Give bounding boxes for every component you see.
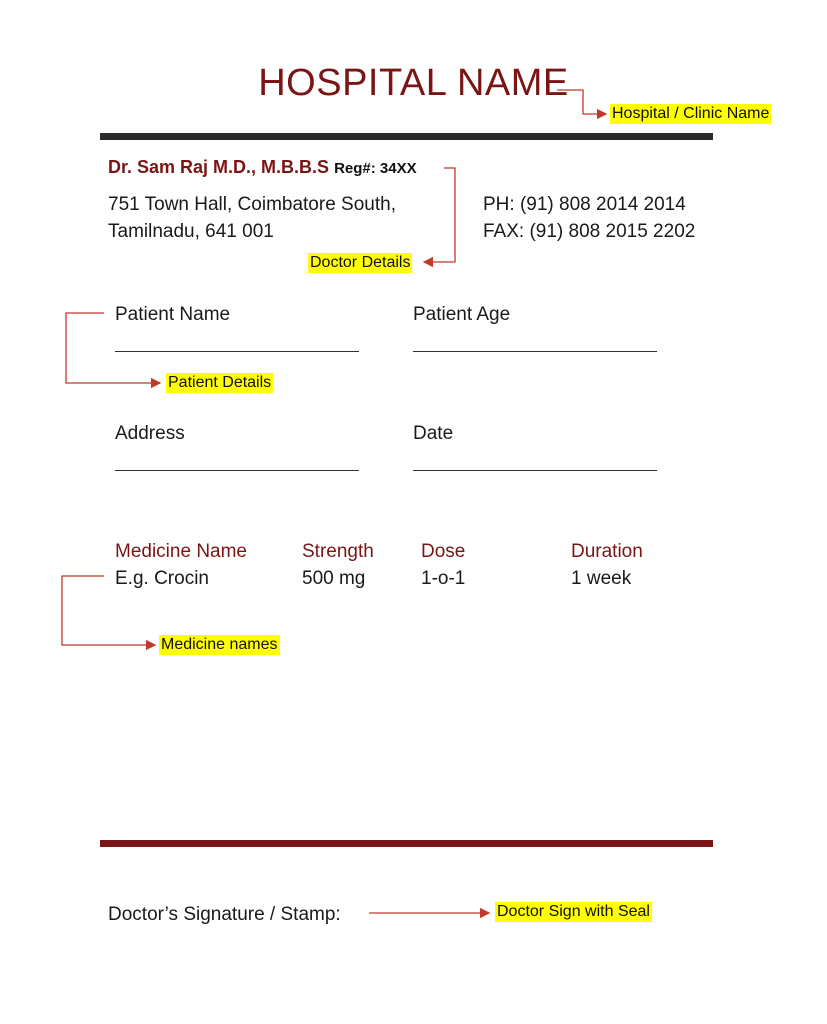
strength-cell: 500 mg <box>302 568 366 589</box>
patient-age-label: Patient Age <box>413 304 511 325</box>
address-label: Address <box>115 423 185 444</box>
duration-header: Duration <box>571 541 643 562</box>
dose-header: Dose <box>421 541 466 562</box>
dose-cell: 1-o-1 <box>421 568 466 589</box>
hospital-name-annotation: Hospital / Clinic Name <box>612 105 770 122</box>
doctor-annotation-arrow <box>424 168 455 262</box>
patient-annotation-arrow <box>66 313 160 383</box>
medicine-names-annotation: Medicine names <box>161 636 278 653</box>
doctor-reg-number: Reg#: 34XX <box>334 160 417 177</box>
medicine-annotation-arrow <box>62 576 155 645</box>
medicine-name-header: Medicine Name <box>115 541 247 562</box>
duration-cell: 1 week <box>571 568 632 589</box>
doctor-details-annotation: Doctor Details <box>310 254 411 271</box>
hospital-annotation-arrow <box>557 90 606 114</box>
date-label: Date <box>413 423 454 444</box>
patient-details-annotation: Patient Details <box>168 374 272 391</box>
doctor-address-line1: 751 Town Hall, Coimbatore South, <box>108 194 396 215</box>
hospital-name: HOSPITAL NAME <box>258 62 569 104</box>
doctor-name: Dr. Sam Raj M.D., M.B.B.S <box>108 157 330 177</box>
doctor-fax: FAX: (91) 808 2015 2202 <box>483 221 696 242</box>
strength-header: Strength <box>302 541 374 562</box>
signature-label: Doctor’s Signature / Stamp: <box>108 904 341 925</box>
medicine-name-cell: E.g. Crocin <box>115 568 209 589</box>
signature-annotation: Doctor Sign with Seal <box>497 903 650 920</box>
doctor-phone: PH: (91) 808 2014 2014 <box>483 194 686 215</box>
doctor-address-line2: Tamilnadu, 641 001 <box>108 221 274 242</box>
patient-name-label: Patient Name <box>115 304 231 325</box>
